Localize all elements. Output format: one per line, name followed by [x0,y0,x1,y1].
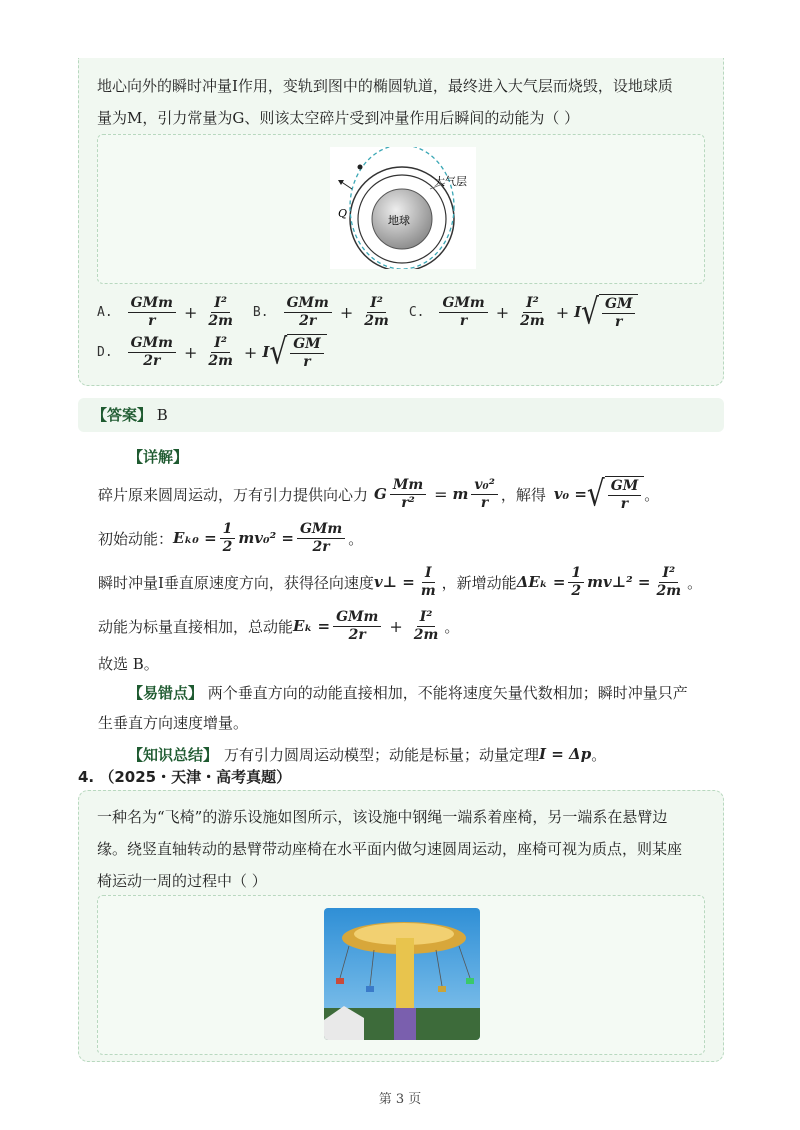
error-point-cont: 生垂直方向速度增量。 [98,714,249,732]
option-d[interactable]: D. $\frac{\text{GMm}}{2r}$ + $\frac{\text{I²}}{2m}$ + I √ $\frac{GM}{r}$ [97,334,327,371]
label-atmosphere: 大气层 [434,175,467,188]
detail-line-5: 故选 B。 [98,654,159,673]
error-point: 【易错点】 两个垂直方向的动能直接相加，不能将速度矢量代数相加；瞬时冲量只产 [128,684,688,702]
answer-box [78,398,724,432]
page-number: 第 3 页 [378,1092,422,1107]
option-a[interactable]: A. $\frac{\text{GMm}}{r}$ + $\frac{\text{I²}}{2m}$ [97,294,233,329]
stem-line-1: 地心向外的瞬时冲量I作用，变轨到图中的椭圆轨道，最终进入大气层而烧毁，设地球质 [97,77,673,95]
stem-line-2: 量为M，引力常量为G、则该太空碎片受到冲量作用后瞬间的动能为（ ） [97,109,580,127]
orbit-figure [330,147,476,269]
question-3-stem [97,70,709,134]
swing-figure-frame [97,895,705,1055]
detail-line-1: 碎片原来圆周运动，万有引力提供向心力 G $\frac{Mm}{\text{r²}}$ = m $\frac{\text{v₀²}}{r}$ ，解得 v₀ = √ $\frac{GM}{r}$ 。 [98,472,660,514]
label-q: Q [338,207,348,220]
answer-tag: 【答案】 [92,406,153,424]
question-4-box [78,790,724,1062]
options [97,292,652,372]
question-4-stem: 一种名为“飞椅”的游乐设施如图所示，该设施中钢绳一端系着座椅，另一端系在悬臂边 缘。绕竖直轴转动的悬臂带动座椅在水平面内做匀速圆周运动，座椅可视为质点，则某座 椅运动一周的过程中（ ） [97,808,683,890]
knowledge-summary: 【知识总结】 万有引力圆周运动模型；动能是标量；动量定理 I = Δp 。 [128,745,607,764]
answer-value: B [156,406,168,424]
detail-line-4: 动能为标量直接相加，总动能 Eₖ = $\frac{\text{GMm}}{2r}$ + $\frac{\text{I²}}{2m}$ 。 [98,608,460,643]
detail-tag: 【详解】 [128,447,189,466]
option-b[interactable]: B. $\frac{\text{GMm}}{2r}$ + $\frac{\text{I²}}{2m}$ [252,294,389,329]
label-earth: 地球 [388,214,410,227]
question-4-title: 4. （2025・天津・高考真题） [78,768,292,786]
question-3-box [78,58,724,386]
orbit-figure-frame [97,134,705,284]
detail-line-3: 瞬时冲量I垂直原速度方向，获得径向速度 v⊥ = $\frac{I}{m}$ ，新增动能 ΔEₖ = $\frac{1}{2}$ mv⊥² = $\frac{\text{I²}}{2m}$ 。 [98,564,703,599]
solution-detail [98,440,708,770]
swing-ride-photo [324,908,480,1040]
option-c[interactable]: C. $\frac{\text{GMm}}{r}$ + $\frac{\text{I²}}{2m}$ + I √ $\frac{GM}{r}$ [409,294,639,331]
detail-line-2: 初始动能： Eₖ₀ = $\frac{1}{2}$ mv₀² = $\frac{\text{GMm}}{2r}$ 。 [98,520,364,555]
